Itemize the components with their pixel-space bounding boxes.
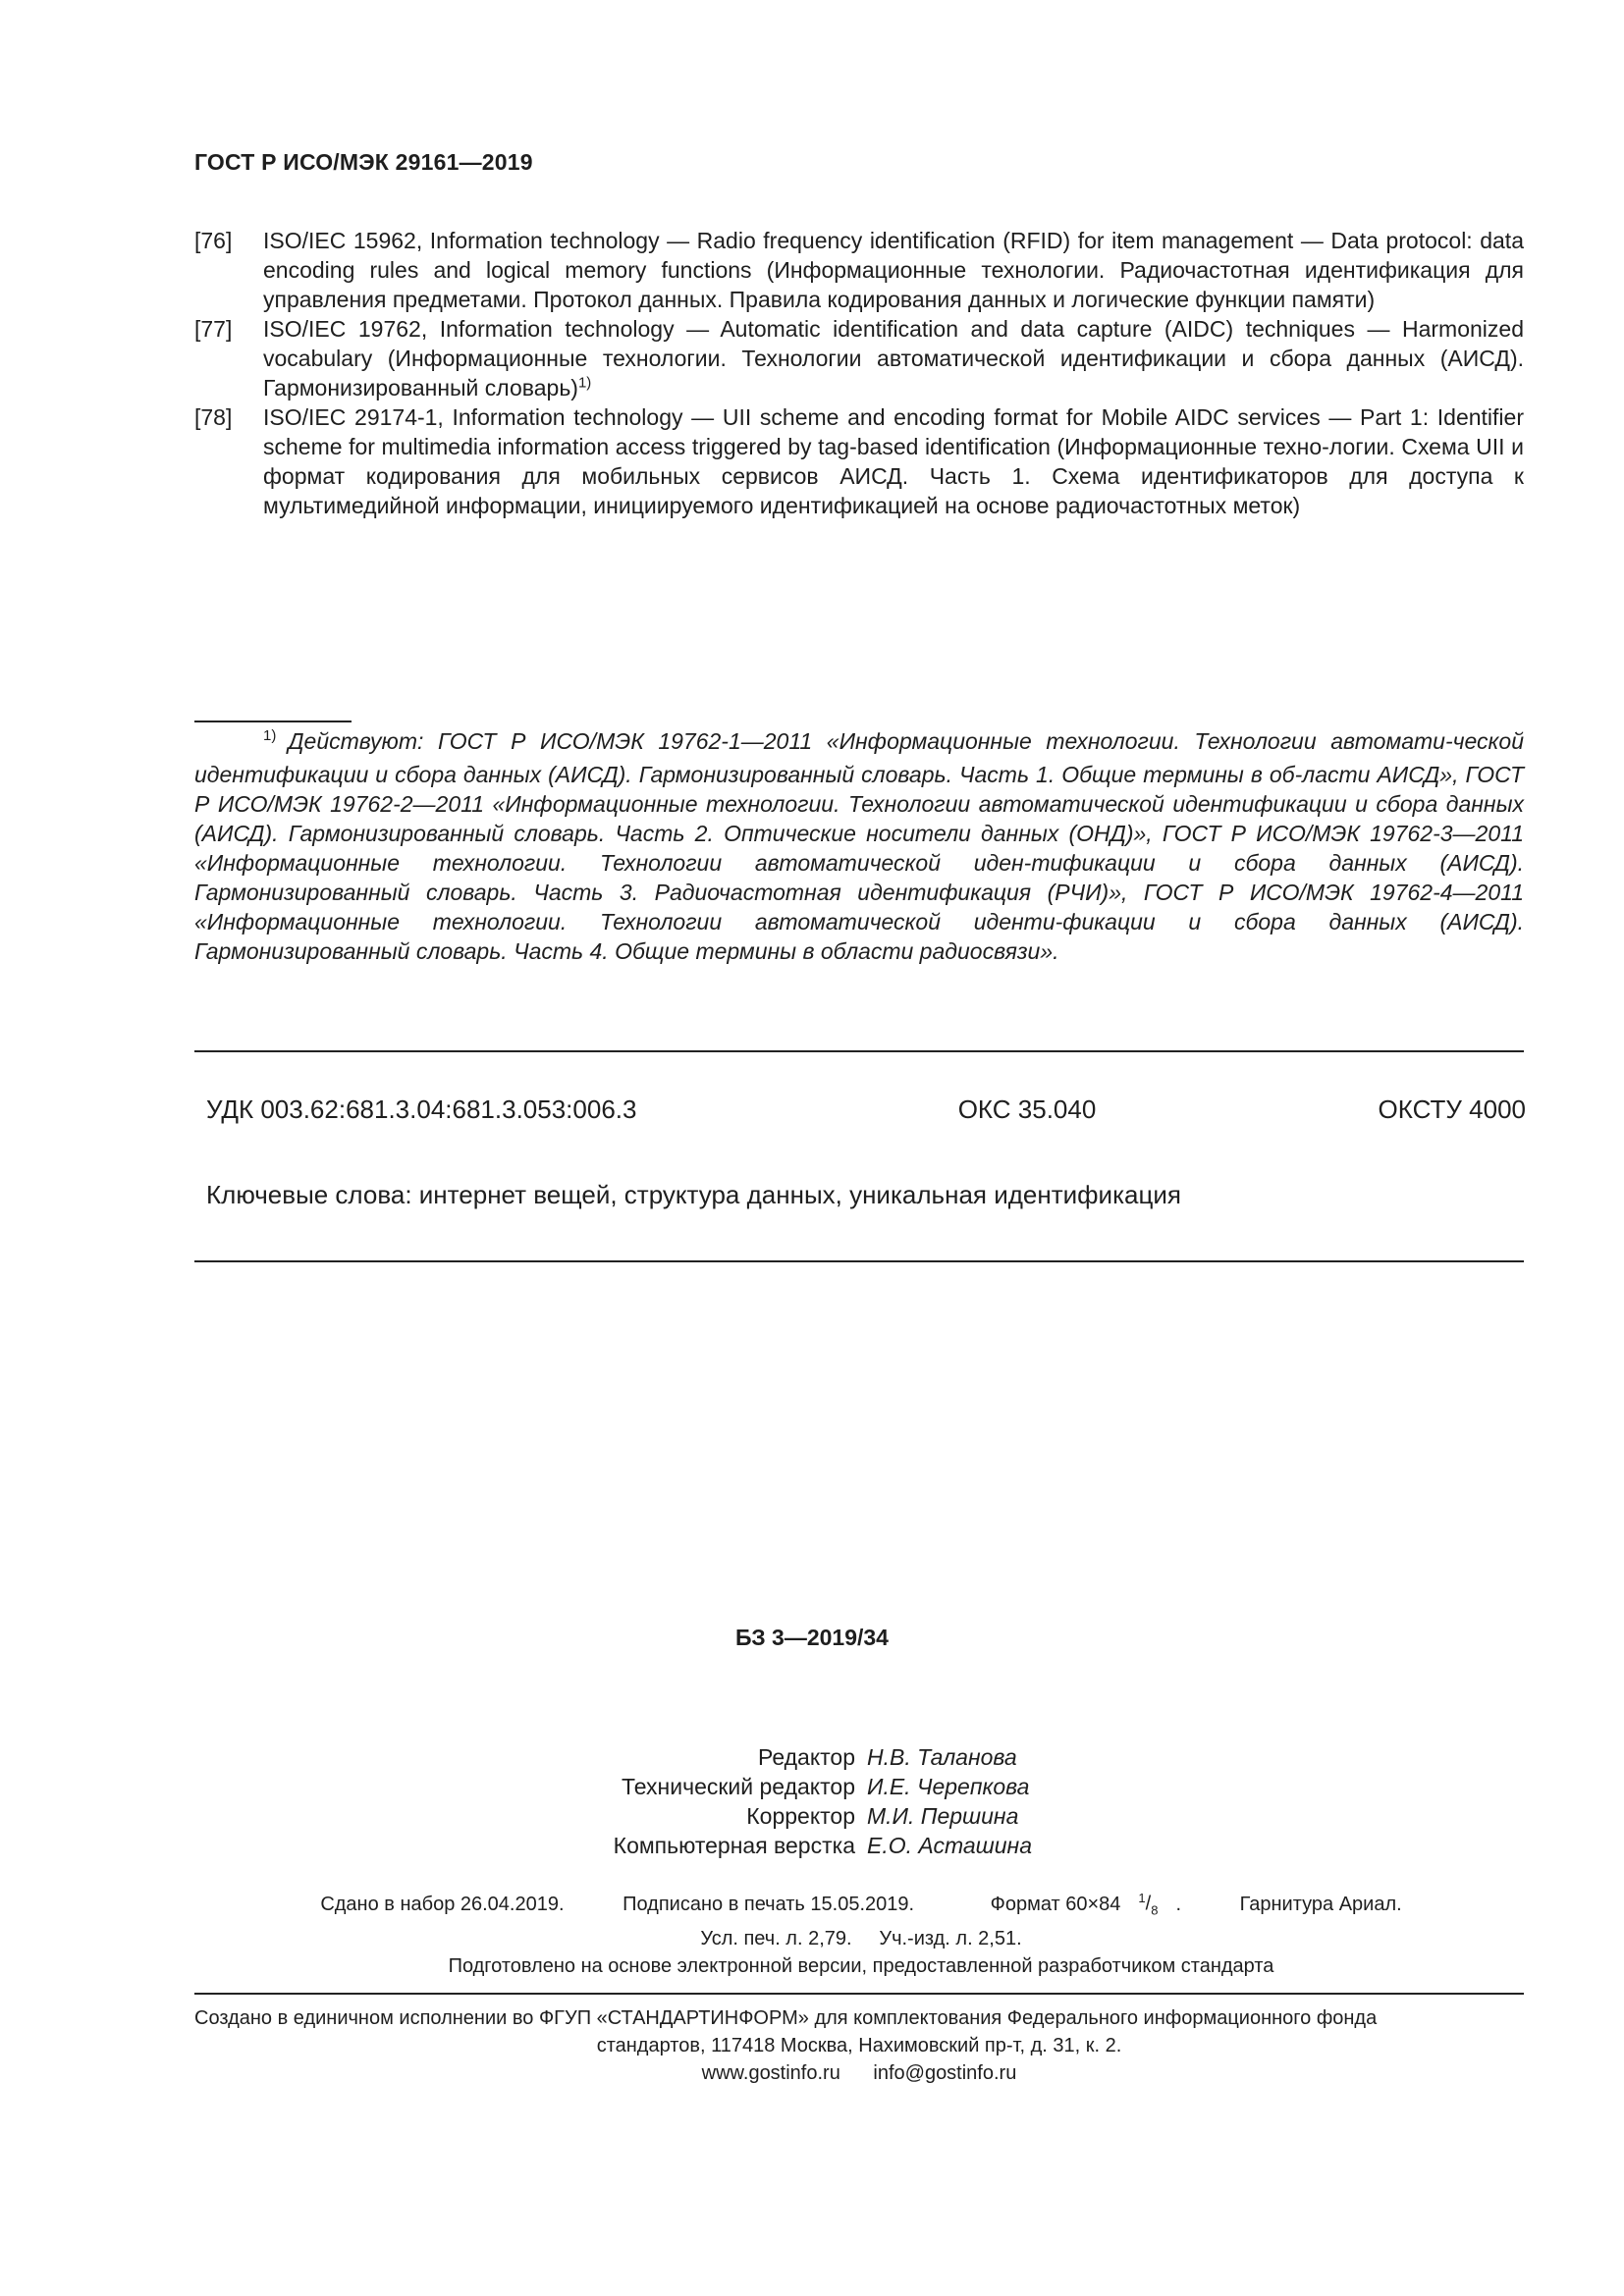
divider-imprint bbox=[194, 1993, 1524, 1995]
entry-number: [78] bbox=[194, 404, 233, 430]
format-numerator: 1 bbox=[1138, 1891, 1146, 1905]
submitted-date: Сдано в набор 26.04.2019. bbox=[320, 1893, 565, 1915]
footnote bbox=[194, 726, 1524, 966]
paper-format: Формат 60×84 $^1/_8$ . bbox=[990, 1891, 1181, 1918]
signed-date-text: Подписано в печать 15.05.2019. bbox=[623, 1893, 915, 1915]
divider-bottom bbox=[194, 1260, 1524, 1262]
entry-number: [77] bbox=[194, 316, 233, 342]
classification-row bbox=[194, 1095, 1526, 1125]
signed-date bbox=[605, 1891, 932, 1918]
bibliography-entry bbox=[194, 226, 1524, 314]
format-prefix: Формат 60×84 bbox=[990, 1893, 1121, 1915]
entry-text bbox=[263, 226, 1524, 314]
entry-text-body: ISO/IEC 15962, Information technology — Radio frequency identification (RFID) for item management — Data protocol: data encoding rules and logical memory functions (Информационные технологии. Радиочастотная идентификация для управления предметами. Протокол данных. Правила кодирования данных и логические функции памяти) bbox=[263, 228, 1524, 312]
bibliography-list bbox=[194, 226, 1524, 520]
footnote-separator bbox=[194, 721, 352, 722]
oks-code: ОКС 35.040 bbox=[957, 1095, 1097, 1124]
entry-text-body: ISO/IEC 19762, Information technology — Automatic identification and data capture (AIDC) techniques — Harmonized vocabulary (Информационные технологии. Технологии автоматической идентификации и сбора данных (АИСД). Гармонизированный словарь) bbox=[263, 316, 1524, 400]
email-link[interactable]: info@gostinfo.ru bbox=[873, 2062, 1017, 2084]
okstu-code: ОКСТУ 4000 bbox=[1378, 1095, 1526, 1124]
entry-text bbox=[263, 314, 1524, 402]
staff-name: М.И. Першина bbox=[867, 1803, 1019, 1829]
staff-role: Редактор bbox=[757, 1744, 855, 1770]
staff-row bbox=[0, 1742, 1624, 1772]
document-header: ГОСТ Р ИСО/МЭК 29161—2019 bbox=[194, 149, 533, 175]
footnote-marker: 1) bbox=[263, 727, 277, 744]
prepared-note: Подготовлено на основе электронной версии, предоставленной разработчиком стандарта bbox=[448, 1954, 1274, 1977]
format-suffix: . bbox=[1175, 1893, 1181, 1915]
footnote-text: Действуют: ГОСТ Р ИСО/МЭК 19762-1—2011 «Информационные технологии. Технологии автомати-ческой идентификации и сбора данных (АИСД). Гармонизированный словарь. Часть 1. Общие термины в об-ласти АИСД», ГОСТ Р ИСО/МЭК 19762-2—2011 «Информационные технологии. Технологии автоматической идентификации и сбора данных (АИСД). Гармонизированный словарь. Часть 2. Оптические носители данных (ОНД)», ГОСТ Р ИСО/МЭК 19762-3—2011 «Информационные технологии. Технологии автоматической иден-тификации и сбора данных (АИСД). Гармонизированный словарь. Часть 3. Радиочастотная идентификация (РЧИ)», ГОСТ Р ИСО/МЭК 19762-4—2011 «Информационные технологии. Технологии автоматической иденти-фикации и сбора данных (АИСД). Гармонизированный словарь. Часть 4. Общие термины в области радиосвязи». bbox=[194, 728, 1524, 964]
entry-text-body: ISO/IEC 29174-1, Information technology — UII scheme and encoding format for Mobile AIDC services — Part 1: Identifier scheme for multimedia information access triggered by tag-based identification (Информационные техно-логии. Схема UII и формат кодирования для мобильных сервисов АИСД. Часть 1. Схема идентификаторов для доступа к мультимедийной информации, инициируемого идентификацией на основе радиочастотных меток) bbox=[263, 404, 1524, 518]
bibliography-entry bbox=[194, 402, 1524, 520]
udc-code: УДК 003.62:681.3.04:681.3.053:006.3 bbox=[206, 1095, 637, 1124]
publication-sheets: Уч.-изд. л. 2,51. bbox=[879, 1927, 1022, 1949]
staff-row bbox=[0, 1772, 1624, 1801]
staff-name: И.Е. Черепкова bbox=[867, 1774, 1030, 1799]
printing-info bbox=[0, 1885, 1624, 1980]
typeface: Гарнитура Ариал. bbox=[1239, 1893, 1402, 1915]
imprint-line-1: Создано в единичном исполнении во ФГУП «СТАНДАРТИНФОРМ» для комплектования Федерального информационного фонда bbox=[194, 2007, 1378, 2029]
staff-name: Е.О. Асташина bbox=[867, 1833, 1033, 1858]
imprint bbox=[194, 2004, 1524, 2087]
format-denominator: 8 bbox=[1151, 1902, 1159, 1918]
staff-role: Компьютерная верстка bbox=[613, 1833, 855, 1858]
staff-list bbox=[0, 1742, 1624, 1860]
entry-text bbox=[263, 402, 1524, 520]
staff-role: Технический редактор bbox=[622, 1774, 855, 1799]
divider-top bbox=[194, 1050, 1524, 1052]
entry-number: [76] bbox=[194, 228, 233, 253]
imprint-line-2: стандартов, 117418 Москва, Нахимовский пр-т, д. 31, к. 2. bbox=[596, 2035, 1122, 2056]
website-link[interactable]: www.gostinfo.ru bbox=[701, 2062, 840, 2084]
bz-number: БЗ 3—2019/34 bbox=[735, 1625, 889, 1650]
bibliography-entry bbox=[194, 314, 1524, 402]
print-sheets: Усл. печ. л. 2,79. bbox=[700, 1927, 852, 1949]
staff-role: Корректор bbox=[746, 1803, 855, 1829]
printing-line-1 bbox=[0, 1885, 1624, 1925]
staff-row bbox=[0, 1831, 1624, 1860]
imprint-links bbox=[194, 2059, 1524, 2087]
footnote-ref: 1) bbox=[577, 374, 592, 392]
printing-line-2 bbox=[0, 1925, 1624, 1952]
staff-row bbox=[0, 1801, 1624, 1831]
staff-name: Н.В. Таланова bbox=[867, 1744, 1017, 1770]
keywords: Ключевые слова: интернет вещей, структура данных, уникальная идентификация bbox=[206, 1180, 1181, 1209]
